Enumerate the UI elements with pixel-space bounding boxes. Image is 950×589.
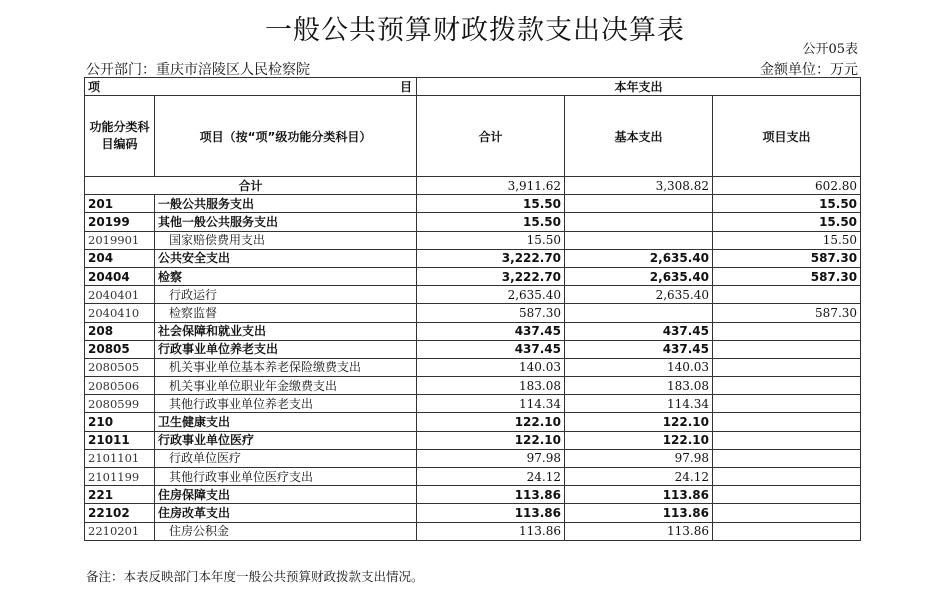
row-project [713, 340, 861, 358]
row-total: 437.45 [417, 340, 565, 358]
row-code: 2210201 [85, 522, 155, 540]
row-basic: 2,635.40 [565, 286, 713, 304]
row-project [713, 322, 861, 340]
row-name: 机关事业单位职业年金缴费支出 [155, 377, 417, 395]
row-project [713, 358, 861, 376]
table-row [85, 377, 861, 395]
row-basic: 122.10 [565, 413, 713, 431]
row-basic: 113.86 [565, 504, 713, 522]
page-title: 一般公共预算财政拨款支出决算表 [265, 15, 685, 46]
row-name: 公共安全支出 [155, 249, 417, 267]
row-project [713, 377, 861, 395]
header-project-col: 项目支出 [713, 96, 861, 177]
row-name: 机关事业单位基本养老保险缴费支出 [155, 358, 417, 376]
footnote: 备注：本表反映部门本年度一般公共预算财政拨款支出情况。 [86, 569, 424, 584]
row-code: 2080599 [85, 395, 155, 413]
row-project [713, 431, 861, 449]
table-row [85, 468, 861, 486]
table-row [85, 304, 861, 322]
row-total: 140.03 [417, 358, 565, 376]
total-basic: 3,308.82 [565, 177, 713, 195]
row-total: 122.10 [417, 431, 565, 449]
table-row [85, 413, 861, 431]
row-name: 行政运行 [155, 286, 417, 304]
header-row-1 [85, 78, 861, 96]
row-basic [565, 231, 713, 249]
row-code: 20805 [85, 340, 155, 358]
row-basic: 113.86 [565, 486, 713, 504]
row-total: 3,222.70 [417, 267, 565, 285]
row-total: 15.50 [417, 213, 565, 231]
row-project [713, 468, 861, 486]
row-code: 2080505 [85, 358, 155, 376]
table-row [85, 195, 861, 213]
row-code: 2019901 [85, 231, 155, 249]
row-name: 行政事业单位医疗 [155, 431, 417, 449]
row-total: 114.34 [417, 395, 565, 413]
header-basic-col: 基本支出 [565, 96, 713, 177]
row-project: 587.30 [713, 249, 861, 267]
table-row [85, 522, 861, 540]
row-code: 221 [85, 486, 155, 504]
row-code: 210 [85, 413, 155, 431]
table-row [85, 249, 861, 267]
row-project: 15.50 [713, 195, 861, 213]
table-row [85, 286, 861, 304]
row-code: 2080506 [85, 377, 155, 395]
table-row [85, 504, 861, 522]
row-name: 行政单位医疗 [155, 449, 417, 467]
row-basic: 122.10 [565, 431, 713, 449]
table-row [85, 213, 861, 231]
row-basic: 97.98 [565, 449, 713, 467]
row-total: 15.50 [417, 231, 565, 249]
row-project [713, 449, 861, 467]
row-project [713, 395, 861, 413]
row-basic: 114.34 [565, 395, 713, 413]
row-total: 15.50 [417, 195, 565, 213]
row-name: 住房保障支出 [155, 486, 417, 504]
header-item-left: 项 [88, 80, 101, 94]
header-item [85, 78, 417, 96]
row-basic: 183.08 [565, 377, 713, 395]
row-basic: 437.45 [565, 340, 713, 358]
header-total-col: 合计 [417, 96, 565, 177]
table-row [85, 231, 861, 249]
row-name: 检察 [155, 267, 417, 285]
row-total: 437.45 [417, 322, 565, 340]
table-row [85, 358, 861, 376]
row-name: 检察监督 [155, 304, 417, 322]
row-name: 住房改革支出 [155, 504, 417, 522]
row-project: 15.50 [713, 231, 861, 249]
row-project: 587.30 [713, 304, 861, 322]
unit-label: 金额单位：万元 [760, 62, 858, 78]
row-total: 2,635.40 [417, 286, 565, 304]
row-project [713, 522, 861, 540]
department-label: 公开部门：重庆市涪陵区人民检察院 [86, 62, 310, 78]
row-name: 其他一般公共服务支出 [155, 213, 417, 231]
row-basic [565, 213, 713, 231]
row-name: 卫生健康支出 [155, 413, 417, 431]
table-row [85, 449, 861, 467]
header-current-year: 本年支出 [417, 78, 861, 96]
row-code: 2101101 [85, 449, 155, 467]
row-code: 20199 [85, 213, 155, 231]
row-name: 住房公积金 [155, 522, 417, 540]
row-basic: 437.45 [565, 322, 713, 340]
row-code: 208 [85, 322, 155, 340]
row-total: 122.10 [417, 413, 565, 431]
expenditure-table [84, 77, 861, 541]
row-basic [565, 304, 713, 322]
total-project: 602.80 [713, 177, 861, 195]
row-total: 183.08 [417, 377, 565, 395]
row-code: 204 [85, 249, 155, 267]
row-code: 2040401 [85, 286, 155, 304]
header-name-col: 项目（按“项”级功能分类科目） [155, 96, 417, 177]
row-code: 20404 [85, 267, 155, 285]
row-code: 2040410 [85, 304, 155, 322]
row-basic: 2,635.40 [565, 249, 713, 267]
total-row [85, 177, 861, 195]
row-total: 97.98 [417, 449, 565, 467]
table-row [85, 322, 861, 340]
row-code: 201 [85, 195, 155, 213]
header-row-2 [85, 96, 861, 177]
row-total: 113.86 [417, 522, 565, 540]
row-code: 2101199 [85, 468, 155, 486]
row-project [713, 413, 861, 431]
row-basic: 2,635.40 [565, 267, 713, 285]
row-project [713, 286, 861, 304]
row-project: 587.30 [713, 267, 861, 285]
row-name: 社会保障和就业支出 [155, 322, 417, 340]
row-name: 一般公共服务支出 [155, 195, 417, 213]
table-row [85, 486, 861, 504]
row-basic: 113.86 [565, 522, 713, 540]
row-total: 113.86 [417, 486, 565, 504]
row-basic [565, 195, 713, 213]
row-name: 其他行政事业单位养老支出 [155, 395, 417, 413]
row-name: 行政事业单位养老支出 [155, 340, 417, 358]
row-total: 24.12 [417, 468, 565, 486]
row-code: 22102 [85, 504, 155, 522]
form-code: 公开05表 [802, 42, 858, 57]
row-project [713, 504, 861, 522]
table-row [85, 395, 861, 413]
row-code: 21011 [85, 431, 155, 449]
header-code-col: 功能分类科目编码 [85, 96, 155, 177]
row-basic: 140.03 [565, 358, 713, 376]
header-item-right: 目 [400, 80, 413, 94]
row-name: 国家赔偿费用支出 [155, 231, 417, 249]
table-row [85, 431, 861, 449]
row-total: 113.86 [417, 504, 565, 522]
row-total: 3,222.70 [417, 249, 565, 267]
table-row [85, 340, 861, 358]
row-project [713, 486, 861, 504]
total-sum: 3,911.62 [417, 177, 565, 195]
total-label: 合计 [85, 177, 417, 195]
row-basic: 24.12 [565, 468, 713, 486]
row-total: 587.30 [417, 304, 565, 322]
table-row [85, 267, 861, 285]
row-project: 15.50 [713, 213, 861, 231]
row-name: 其他行政事业单位医疗支出 [155, 468, 417, 486]
